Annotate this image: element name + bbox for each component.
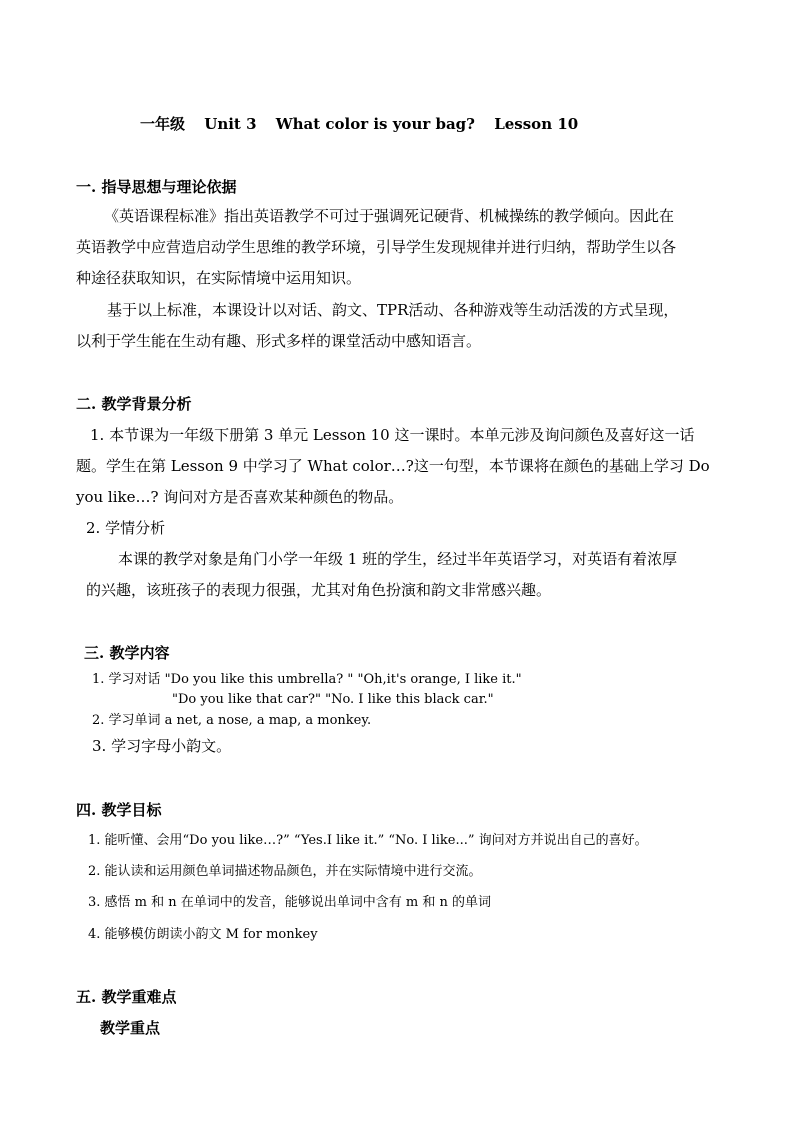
lesson-title xyxy=(140,114,578,134)
section-5-subheading: 教学重点 xyxy=(100,1019,161,1037)
s4-objective: 1. 能听懂、会用“Do you like…?” “Yes.I like it.” “No. I like...” 询问对方并说出自己的喜好。 xyxy=(88,833,648,848)
s2-item-line: you like…? 询问对方是否喜欢某种颜色的物品。 xyxy=(76,488,404,506)
section-2-heading: 二. 教学背景分析 xyxy=(76,395,192,413)
s4-objective: 2. 能认读和运用颜色单词描述物品颜色，并在实际情境中进行交流。 xyxy=(88,864,482,879)
s3-item-2: 2. 学习单词 a net, a nose, a map, a monkey. xyxy=(92,713,372,728)
s1-paragraph-line: 《英语课程标准》指出英语教学不可过于强调死记硬背、机械操练的教学倾向。因此在 xyxy=(104,207,675,225)
s1-paragraph-line: 以利于学生能在生动有趣、形式多样的课堂活动中感知语言。 xyxy=(76,332,482,350)
section-4-heading: 四. 教学目标 xyxy=(76,801,162,819)
s4-objective: 3. 感悟 m 和 n 在单词中的发音，能够说出单词中含有 m 和 n 的单词 xyxy=(88,895,491,910)
s2-item-line: 1. 本节课为一年级下册第 3 单元 Lesson 10 这一课时。本单元涉及询问颜色及喜好这一话 xyxy=(90,426,695,444)
s1-paragraph-line: 种途径获取知识，在实际情境中运用知识。 xyxy=(76,269,362,287)
s1-paragraph-line: 英语教学中应营造启动学生思维的教学环境，引导学生发现规律并进行归纳，帮助学生以各 xyxy=(76,238,677,256)
s2-item2-label: 2. 学情分析 xyxy=(86,519,166,537)
title-topic: What color is your bag? xyxy=(275,115,475,133)
title-grade: 一年级 xyxy=(140,115,186,133)
s3-item-3: 3. 学习字母小韵文。 xyxy=(92,737,232,755)
s2-item-line: 本课的教学对象是角门小学一年级 1 班的学生，经过半年英语学习，对英语有着浓厚 xyxy=(118,550,678,568)
s2-item-line: 的兴趣，该班孩子的表现力很强，尤其对角色扮演和韵文非常感兴趣。 xyxy=(86,581,552,599)
s3-item-1-continued: "Do you like that car?" "No. I like this black car." xyxy=(172,692,494,707)
title-lesson: Lesson 10 xyxy=(494,115,579,133)
s2-item-line: 题。学生在第 Lesson 9 中学习了 What color…?这一句型，本节课将在颜色的基础上学习 Do xyxy=(76,457,710,475)
s1-paragraph-line: 基于以上标准，本课设计以对话、韵文、TPR活动、各种游戏等生动活泼的方式呈现， xyxy=(107,301,679,319)
section-5-heading: 五. 教学重难点 xyxy=(76,988,177,1006)
section-1-heading: 一. 指导思想与理论依据 xyxy=(76,178,237,196)
section-3-heading: 三. 教学内容 xyxy=(84,644,170,662)
s3-item-1: 1. 学习对话 "Do you like this umbrella? " "Oh,it's orange, I like it." xyxy=(92,672,522,687)
title-unit: Unit 3 xyxy=(204,115,257,133)
s4-objective: 4. 能够模仿朗读小韵文 M for monkey xyxy=(88,927,318,942)
